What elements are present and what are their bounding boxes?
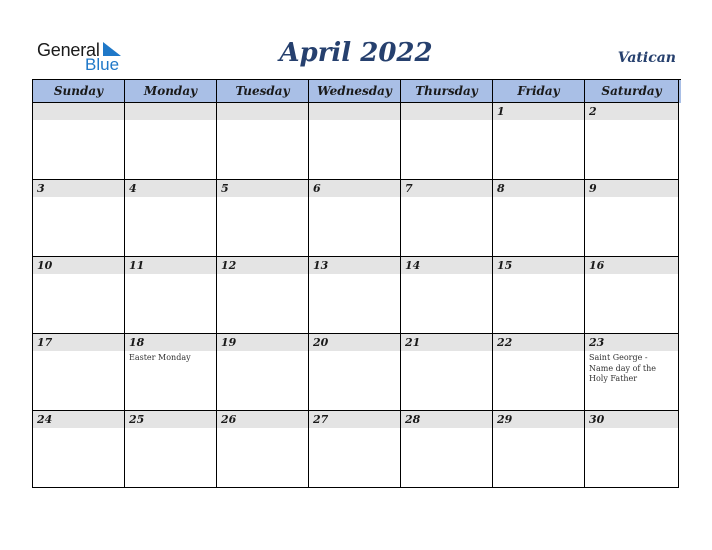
day-number: 16 <box>589 259 605 272</box>
day-band <box>585 180 678 197</box>
day-number: 1 <box>497 105 505 118</box>
day-band <box>493 180 584 197</box>
day-number: 27 <box>313 413 329 426</box>
day-band <box>217 180 308 197</box>
day-number: 23 <box>589 336 605 349</box>
day-cell <box>493 180 585 257</box>
day-cell <box>33 411 125 488</box>
day-cell <box>401 103 493 180</box>
day-number: 18 <box>129 336 145 349</box>
day-number: 26 <box>221 413 237 426</box>
day-number: 6 <box>313 182 321 195</box>
day-number: 10 <box>37 259 53 272</box>
day-cell <box>33 334 125 411</box>
day-cell <box>33 257 125 334</box>
day-cell <box>493 334 585 411</box>
day-band <box>309 180 400 197</box>
day-cell <box>309 180 401 257</box>
day-cell <box>33 103 125 180</box>
day-cell <box>493 411 585 488</box>
day-cell <box>217 180 309 257</box>
day-cell <box>493 103 585 180</box>
day-cell <box>401 257 493 334</box>
day-number: 2 <box>589 105 597 118</box>
page-title: April 2022 <box>279 38 433 68</box>
day-number: 29 <box>497 413 513 426</box>
logo-blue-text: Blue <box>85 55 120 74</box>
week-row <box>33 180 681 257</box>
day-cell <box>401 180 493 257</box>
day-band <box>125 180 216 197</box>
logo-general-text: General <box>37 40 100 60</box>
day-cell <box>125 411 217 488</box>
day-band <box>585 103 678 120</box>
day-number: 28 <box>405 413 421 426</box>
day-number: 7 <box>405 182 413 195</box>
day-band <box>493 103 584 120</box>
day-cell <box>217 103 309 180</box>
day-band <box>401 103 492 120</box>
holiday-event: Saint George - Name day of the Holy Father <box>589 353 657 383</box>
day-number: 5 <box>221 182 229 195</box>
country-label: Vatican <box>617 50 676 66</box>
day-number: 15 <box>497 259 513 272</box>
weekday-header: Sunday <box>33 80 125 103</box>
day-number: 22 <box>497 336 513 349</box>
day-number: 12 <box>221 259 237 272</box>
day-number: 3 <box>37 182 45 195</box>
weeks-container <box>33 103 681 488</box>
week-row <box>33 334 681 411</box>
day-number: 4 <box>129 182 137 195</box>
day-number: 21 <box>405 336 421 349</box>
day-band <box>309 103 400 120</box>
day-cell <box>125 257 217 334</box>
holiday-event: Easter Monday <box>129 353 191 362</box>
week-row <box>33 103 681 180</box>
day-number: 13 <box>313 259 329 272</box>
day-cell <box>585 411 679 488</box>
day-cell <box>33 180 125 257</box>
weekday-header: Saturday <box>585 80 679 103</box>
day-number: 8 <box>497 182 505 195</box>
week-row <box>33 257 681 334</box>
day-cell <box>309 334 401 411</box>
day-cell <box>585 334 679 411</box>
day-cell <box>309 103 401 180</box>
day-cell <box>401 411 493 488</box>
weekday-header: Tuesday <box>217 80 309 103</box>
day-cell <box>309 411 401 488</box>
calendar-grid <box>32 79 681 488</box>
day-band <box>125 103 216 120</box>
day-number: 9 <box>589 182 597 195</box>
day-number: 17 <box>37 336 53 349</box>
day-cell <box>125 180 217 257</box>
day-cell <box>217 334 309 411</box>
day-cell <box>401 334 493 411</box>
day-cell <box>493 257 585 334</box>
day-cell <box>125 334 217 411</box>
day-cell <box>217 257 309 334</box>
day-number: 11 <box>129 259 145 272</box>
day-cell <box>309 257 401 334</box>
day-cell <box>585 257 679 334</box>
day-cell <box>125 103 217 180</box>
day-number: 30 <box>589 413 605 426</box>
day-band <box>217 103 308 120</box>
week-row <box>33 411 681 488</box>
day-number: 20 <box>313 336 329 349</box>
weekday-header: Friday <box>493 80 585 103</box>
day-band <box>33 180 124 197</box>
day-number: 14 <box>405 259 421 272</box>
day-number: 19 <box>221 336 237 349</box>
weekday-header: Wednesday <box>309 80 401 103</box>
day-number: 24 <box>37 413 53 426</box>
day-band <box>33 103 124 120</box>
day-number: 25 <box>129 413 145 426</box>
weekday-header: Thursday <box>401 80 493 103</box>
day-cell <box>585 103 679 180</box>
weekday-header: Monday <box>125 80 217 103</box>
day-cell <box>217 411 309 488</box>
day-band <box>401 180 492 197</box>
day-cell <box>585 180 679 257</box>
weekday-header-row <box>33 80 681 103</box>
